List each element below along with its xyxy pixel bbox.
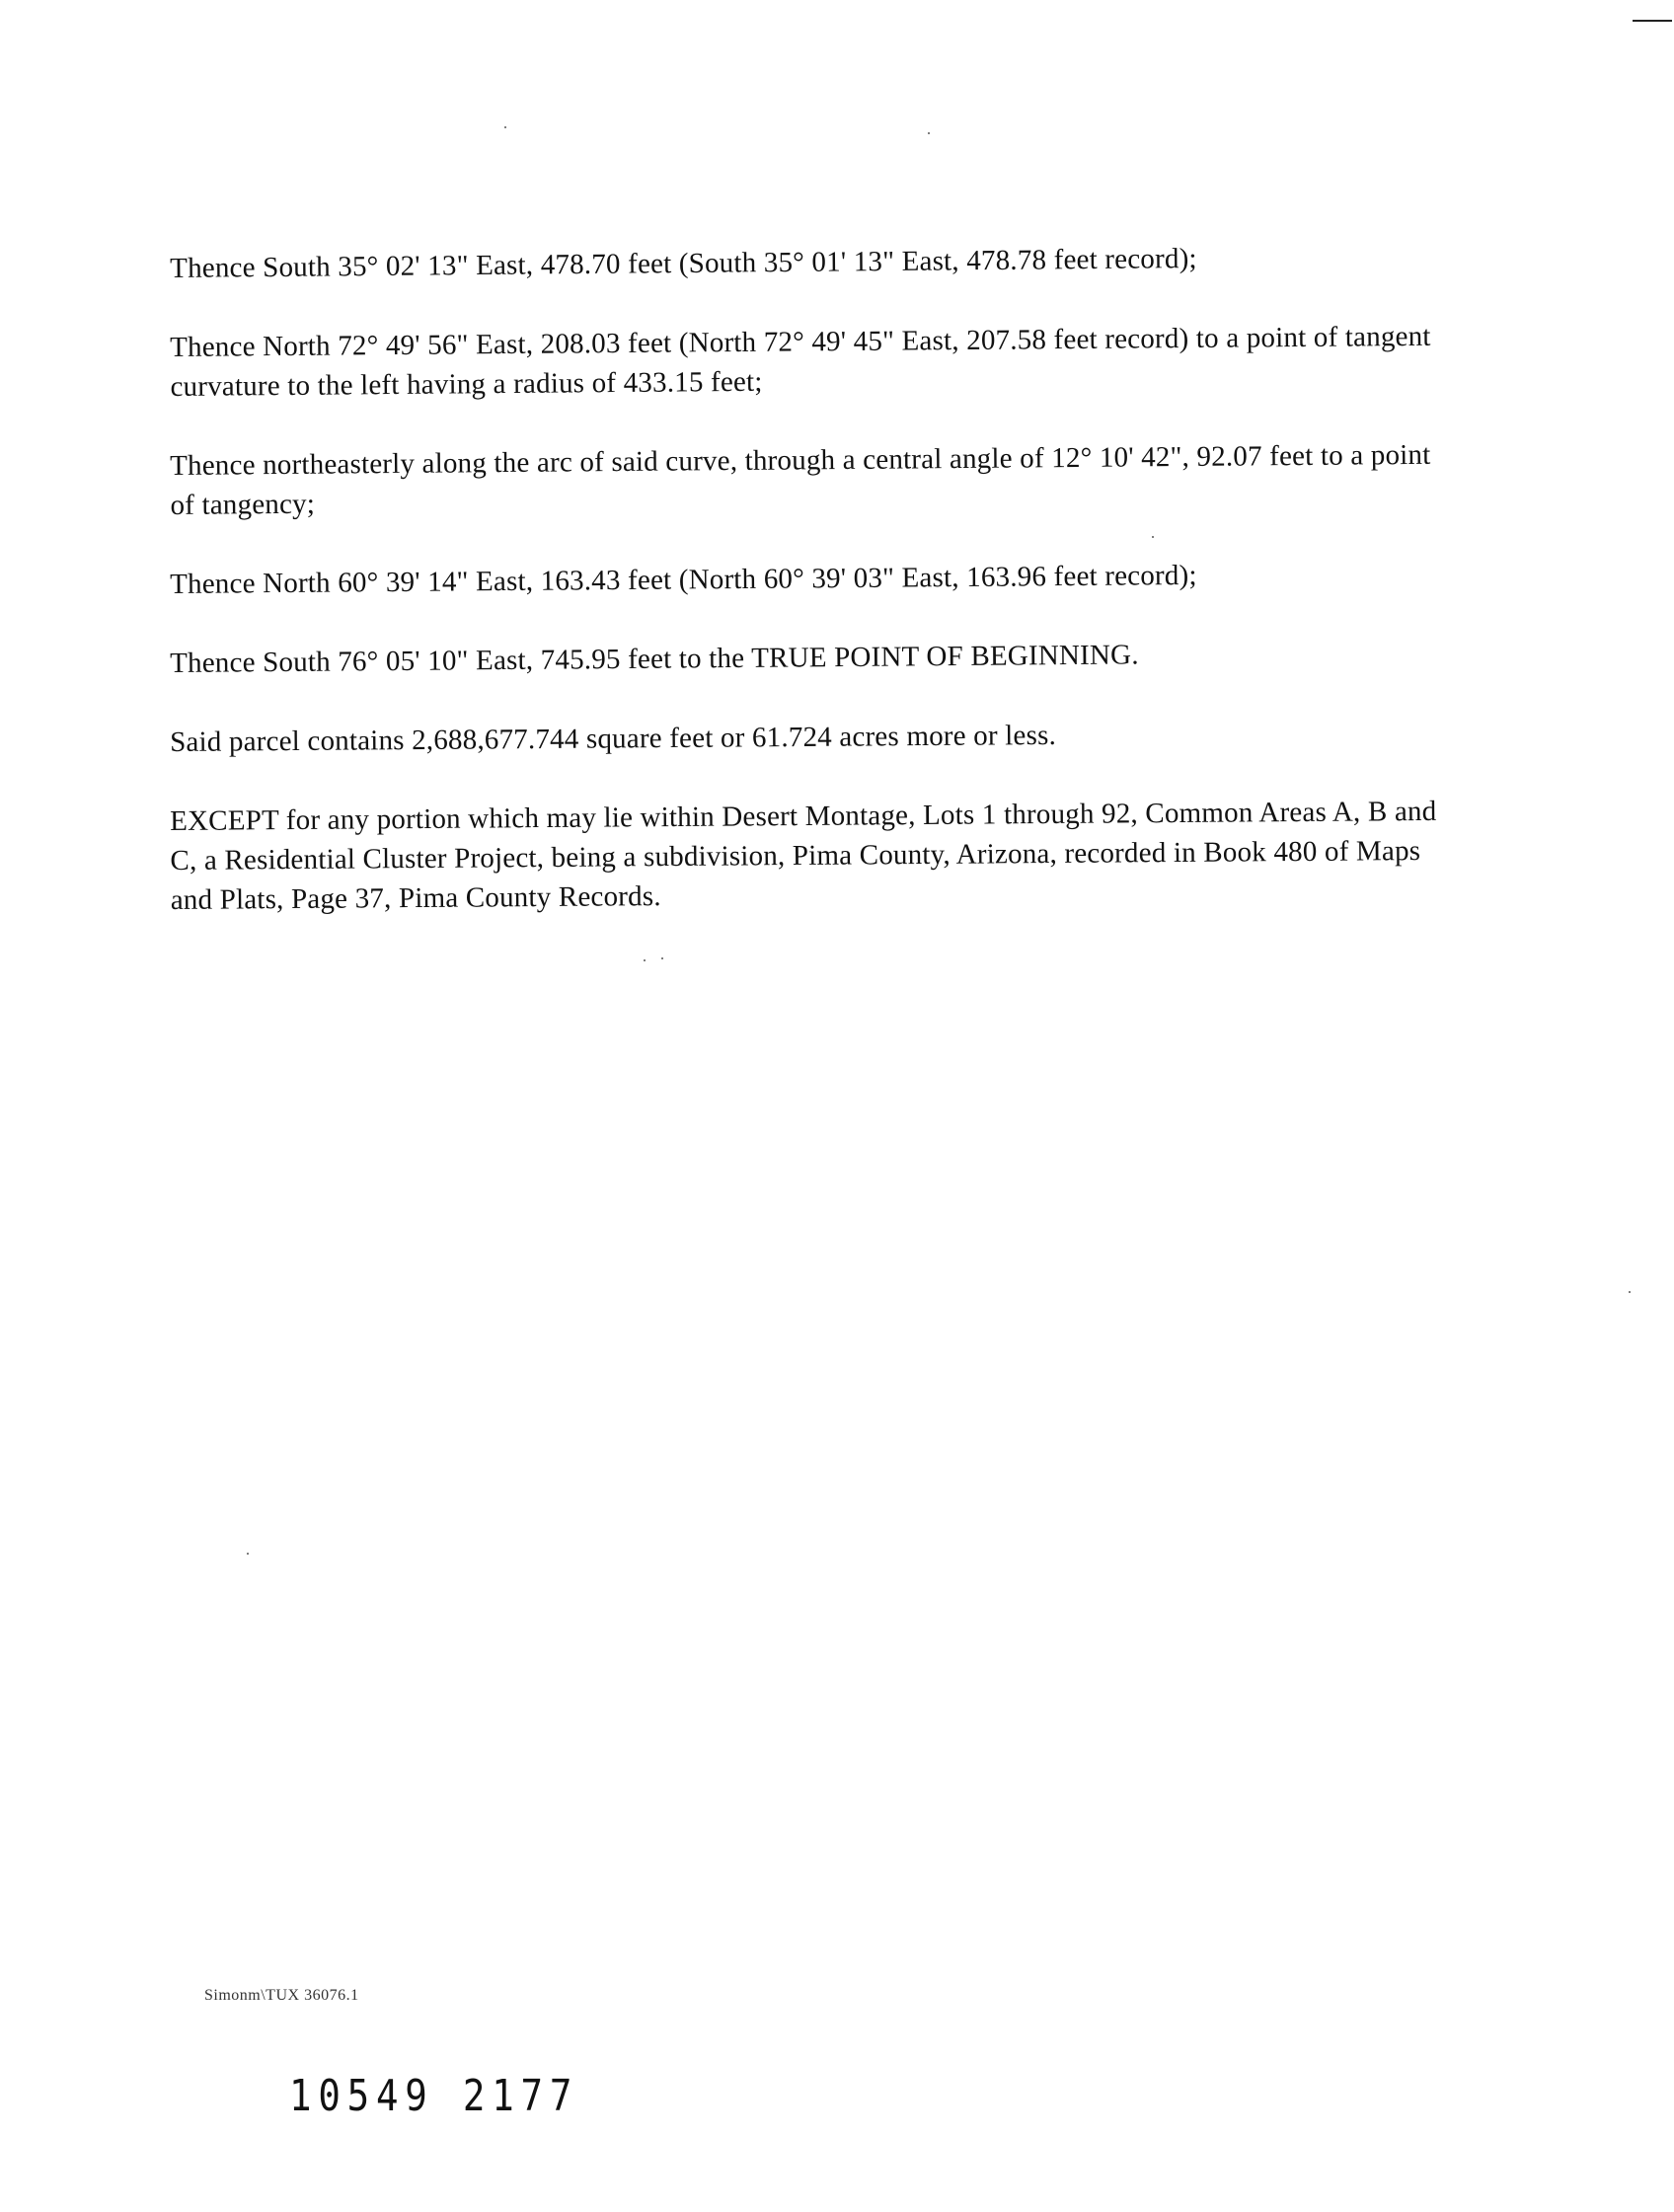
legal-description-text	[170, 243, 1453, 959]
scan-mark	[1633, 20, 1672, 22]
scan-speck	[504, 126, 506, 128]
scan-speck	[928, 132, 930, 134]
scan-speck	[247, 1553, 249, 1555]
paragraph-course-2: Thence North 72° 49' 56" East, 208.03 feet (North 72° 49' 45" East, 207.58 feet record) to a point of tangent curvature to the left having a radius of 433.15 feet;	[170, 320, 1431, 403]
paragraph-course-4: Thence South 76° 05' 10" East, 745.95 feet to the TRUE POINT OF BEGINNING.	[170, 639, 1139, 679]
scan-speck	[644, 959, 646, 961]
file-reference: Simonm\TUX 36076.1	[204, 1987, 359, 2004]
paragraph-curve: Thence northeasterly along the arc of said curve, through a central angle of 12° 10' 42", 92.07 feet to a point of tangency;	[170, 438, 1431, 521]
paragraph-area: Said parcel contains 2,688,677.744 square feet or 61.724 acres more or less.	[170, 719, 1057, 758]
paragraph-course-3: Thence North 60° 39' 14" East, 163.43 feet (North 60° 39' 03" East, 163.96 feet record);	[170, 559, 1197, 600]
docket-number: 10549 2177	[289, 2071, 579, 2121]
scan-speck	[1629, 1291, 1631, 1293]
paragraph-exception: EXCEPT for any portion which may lie within Desert Montage, Lots 1 through 92, Common Areas A, B and C, a Residential Cluster Project, being a subdivision, Pima County, Arizona, recorded in Book 480 of Maps and Plats, Page 37, Pima County Records.	[170, 795, 1437, 916]
paragraph-course-1: Thence South 35° 02' 13" East, 478.70 feet (South 35° 01' 13" East, 478.78 feet record);	[170, 243, 1197, 284]
